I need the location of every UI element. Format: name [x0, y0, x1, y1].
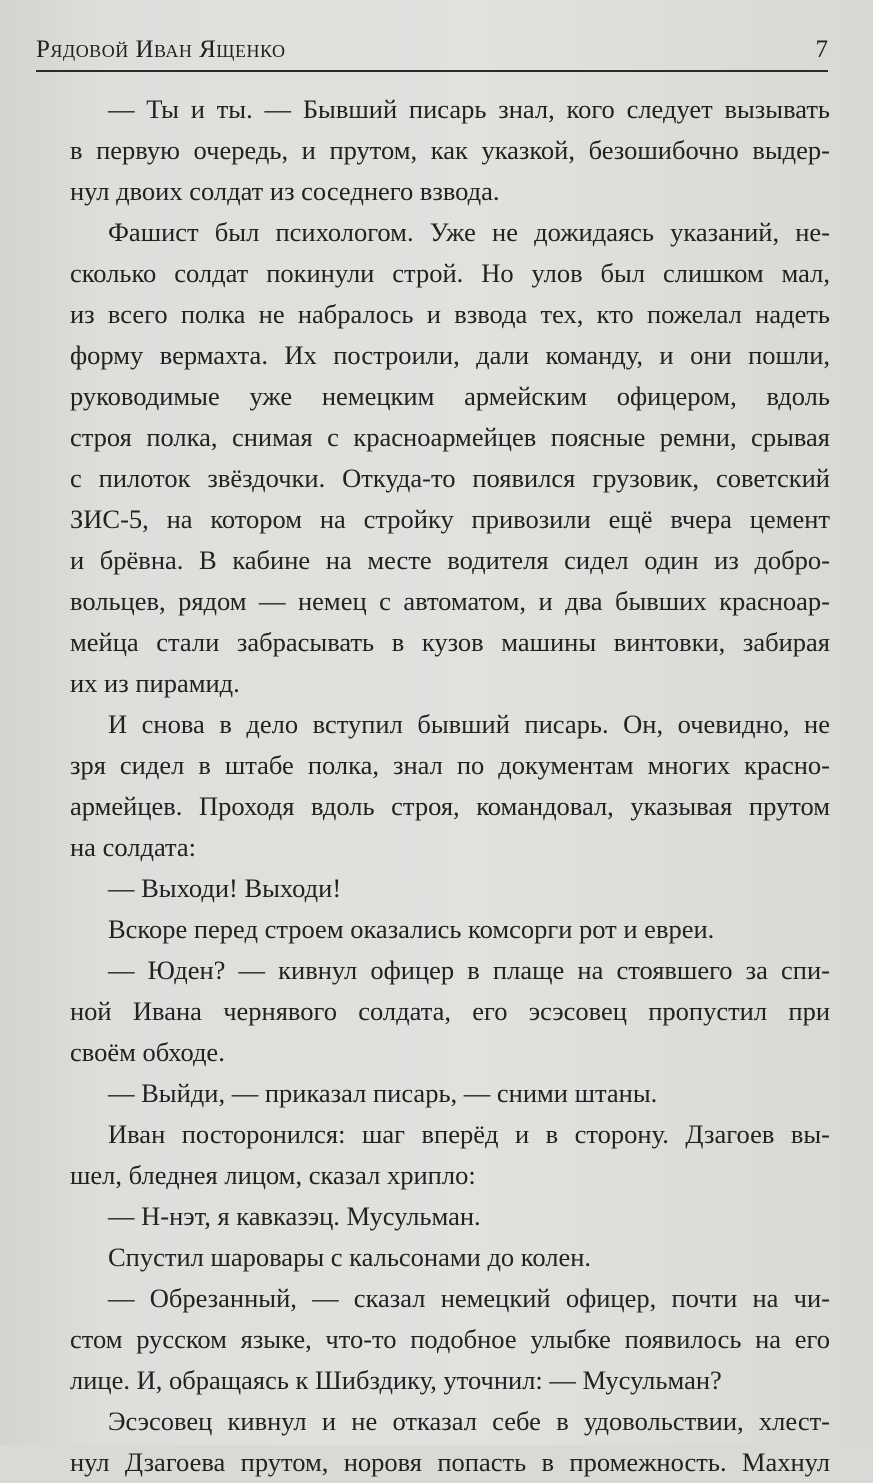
text-line: сколько солдат покинули строй. Но улов был слишком мал,	[70, 258, 830, 288]
text-line: шел, бледнея лицом, сказал хрипло:	[70, 1160, 476, 1190]
text-line: вольцев, рядом — немец с автоматом, и два бывших красноар-	[70, 586, 830, 616]
text-line: нул двоих солдат из соседнего взвода.	[70, 176, 500, 206]
text-line: — Выходи! Выходи!	[108, 873, 342, 903]
text-line: стом русском языке, что-то подобное улыбке появилось на его	[70, 1324, 830, 1354]
text-line: Спустил шаровары с кальсонами до колен.	[108, 1242, 592, 1272]
text-line: — Ты и ты. — Бывший писарь знал, кого следует вызывать	[108, 94, 830, 124]
text-line: с пилоток звёздочки. Откуда-то появился грузовик, советский	[70, 463, 830, 493]
page-number: 7	[815, 36, 828, 63]
text-line: мейца стали забрасывать в кузов машины винтовки, забирая	[70, 627, 830, 657]
text-line: Вскоре перед строем оказались комсорги рот и евреи.	[108, 914, 715, 944]
text-line: — Обрезанный, — сказал немецкий офицер, почти на чи-	[108, 1283, 830, 1313]
text-line: армейцев. Проходя вдоль строя, командовал, указывая прутом	[70, 791, 830, 821]
text-line: Фашист был психологом. Уже не дожидаясь указаний, не-	[108, 217, 830, 247]
text-line: Иван посторонился: шаг вперёд и в сторону. Дзагоев вы-	[108, 1119, 830, 1149]
running-head: Рядовой Иван Ященко	[36, 36, 286, 63]
text-line: И снова в дело вступил бывший писарь. Он, очевидно, не	[108, 709, 830, 739]
text-line: руководимые уже немецким армейским офицером, вдоль	[70, 381, 830, 411]
text-line: ной Ивана чернявого солдата, его эсэсовец пропустил при	[70, 996, 830, 1026]
text-line: ЗИС-5, на котором на стройку привозили ещё вчера цемент	[70, 504, 830, 534]
text-line: Эсэсовец кивнул и не отказал себе в удовольствии, хлест-	[108, 1406, 830, 1436]
text-line: — Выйди, — приказал писарь, — сними штаны.	[108, 1078, 658, 1108]
text-line: строя полка, снимая с красноармейцев поясные ремни, срывая	[70, 422, 830, 452]
text-line: в первую очередь, и прутом, как указкой, безошибочно выдер-	[70, 135, 830, 165]
text-line: — Юден? — кивнул офицер в плаще на стоявшего за спи-	[108, 955, 830, 985]
text-line: лице. И, обращаясь к Шибздику, уточнил: — Мусульман?	[70, 1365, 722, 1395]
text-line: их из пирамид.	[70, 668, 240, 698]
text-line: зря сидел в штабе полка, знал по документам многих красно-	[70, 750, 830, 780]
body-text	[70, 89, 830, 1483]
text-line: нул Дзагоева прутом, норовя попасть в промежность. Махнул	[70, 1447, 830, 1477]
text-line: и брёвна. В кабине на месте водителя сидел один из добро-	[70, 545, 830, 575]
text-line: на солдата:	[70, 832, 197, 862]
text-line: из всего полка не набралось и взвода тех, кто пожелал надеть	[70, 299, 830, 329]
text-line: форму вермахта. Их построили, дали команду, и они пошли,	[70, 340, 830, 370]
page-header	[36, 30, 828, 72]
text-line: — Н-нэт, я кавказэц. Мусульман.	[108, 1201, 481, 1231]
text-line: своём обходе.	[70, 1037, 225, 1067]
